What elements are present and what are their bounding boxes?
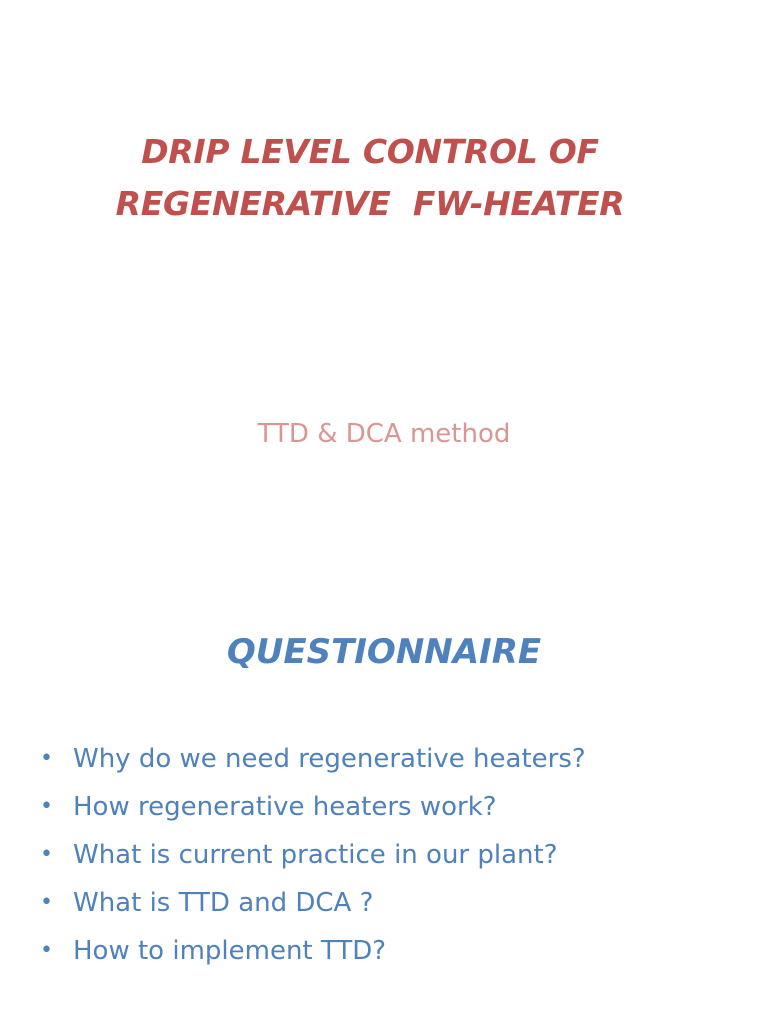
- bullet-icon: •: [40, 746, 53, 771]
- bullet-icon: •: [40, 938, 53, 963]
- bullet-icon: •: [40, 890, 53, 915]
- questionnaire-heading: QUESTIONNAIRE: [226, 632, 542, 672]
- question-item: [40, 879, 586, 927]
- slide-title-line-1: DRIP LEVEL CONTROL OF: [141, 132, 599, 171]
- question-text: Why do we need regenerative heaters?: [73, 744, 586, 774]
- question-item: [40, 735, 586, 783]
- question-text: How regenerative heaters work?: [73, 792, 497, 822]
- question-list: [40, 735, 586, 975]
- question-item: [40, 831, 586, 879]
- question-text: How to implement TTD?: [73, 936, 387, 966]
- bullet-icon: •: [40, 842, 53, 867]
- question-item: [40, 927, 586, 975]
- question-text: What is current practice in our plant?: [73, 840, 558, 870]
- slide-subtitle: TTD & DCA method: [257, 419, 511, 449]
- question-text: What is TTD and DCA ?: [73, 888, 374, 918]
- slide-title-line-2: REGENERATIVE FW-HEATER: [115, 184, 625, 223]
- slide-title: [60, 126, 680, 230]
- question-item: [40, 783, 586, 831]
- bullet-icon: •: [40, 794, 53, 819]
